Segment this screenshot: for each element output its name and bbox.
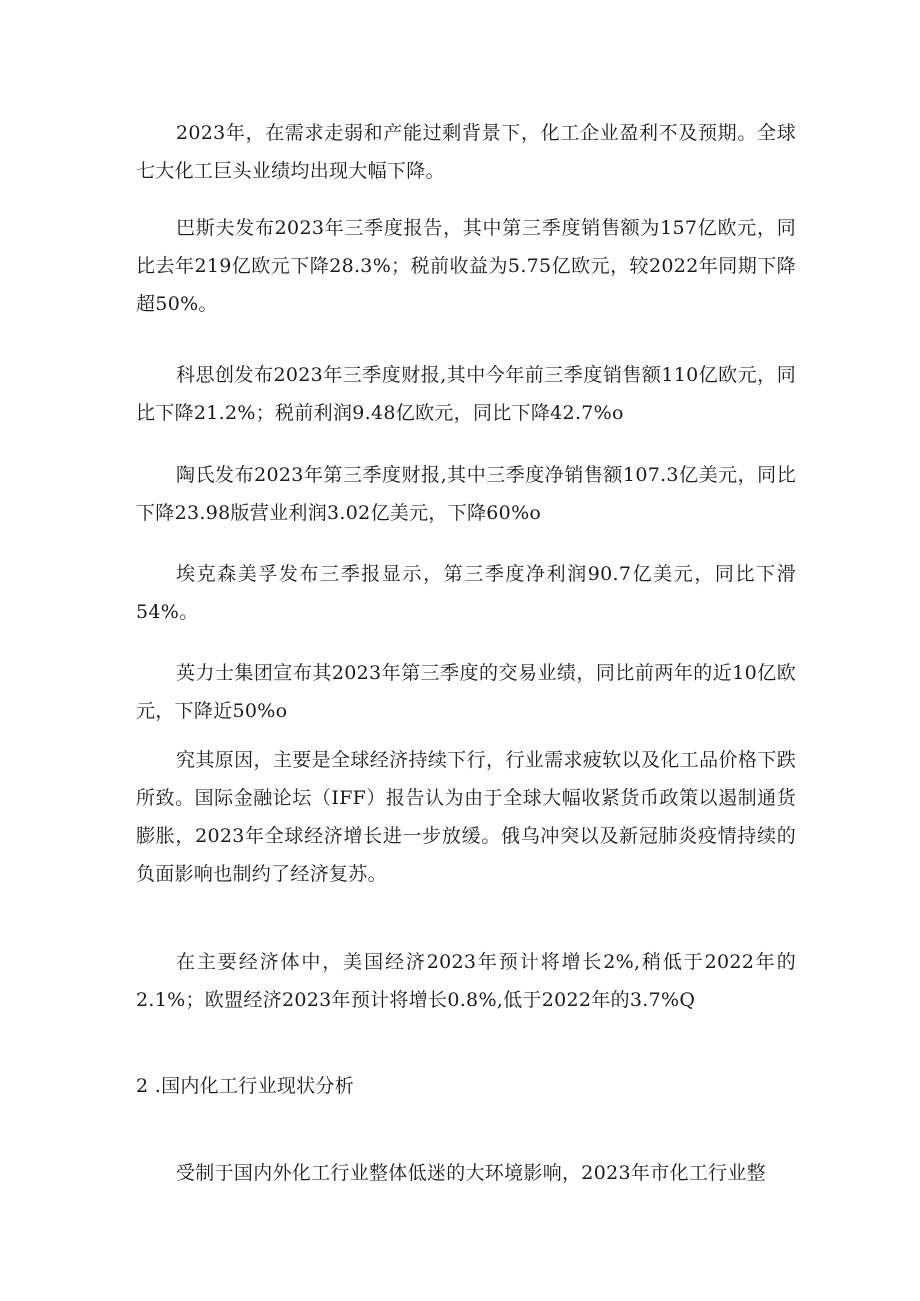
paragraph-ineos: 英力士集团宣布其2023年第三季度的交易业绩，同比前两年的近10亿欧元，下降近50%o — [136, 662, 796, 722]
paragraph-dow: 陶氏发布2023年第三季度财报,其中三季度净销售额107.3亿美元，同比下降23.98版营业利润3.02亿美元，下降60%o — [136, 464, 796, 524]
paragraph-causes: 究其原因，主要是全球经济持续下行，行业需求疲软以及化工品价格下跌所致。国际金融论坛（IFF）报告认为由于全球大幅收紧货币政策以遏制通货膨胀，2023年全球经济增长进一步放缓。俄乌冲突以及新冠肺炎疫情持续的负面影响也制约了经济复苏。 — [136, 749, 796, 885]
paragraph-basf: 巴斯夫发布2023年三季度报告，其中第三季度销售额为157亿欧元，同比去年219亿欧元下降28.3%；税前收益为5.75亿欧元，较2022年同期下降超50%。 — [136, 217, 796, 315]
paragraph-exxonmobil: 埃克森美孚发布三季报显示，第三季度净利润90.7亿美元，同比下滑54%。 — [136, 563, 796, 623]
paragraph-economies: 在主要经济体中，美国经济2023年预计将增长2%,稍低于2022年的2.1%；欧盟经济2023年预计将增长0.8%,低于2022年的3.7%Q — [136, 951, 796, 1011]
paragraph-intro: 2023年，在需求走弱和产能过剩背景下，化工企业盈利不及预期。全球七大化工巨头业绩均出现大幅下降。 — [136, 122, 796, 182]
paragraph-domestic: 受制于国内外化工行业整体低迷的大环境影响，2023年市化工行业整 — [176, 1162, 766, 1184]
paragraph-covestro: 科思创发布2023年三季度财报,其中今年前三季度销售额110亿欧元，同比下降21.2%；税前利润9.48亿欧元，同比下降42.7%o — [136, 364, 796, 424]
section-heading: 2 .国内化工行业现状分析 — [136, 1075, 355, 1097]
